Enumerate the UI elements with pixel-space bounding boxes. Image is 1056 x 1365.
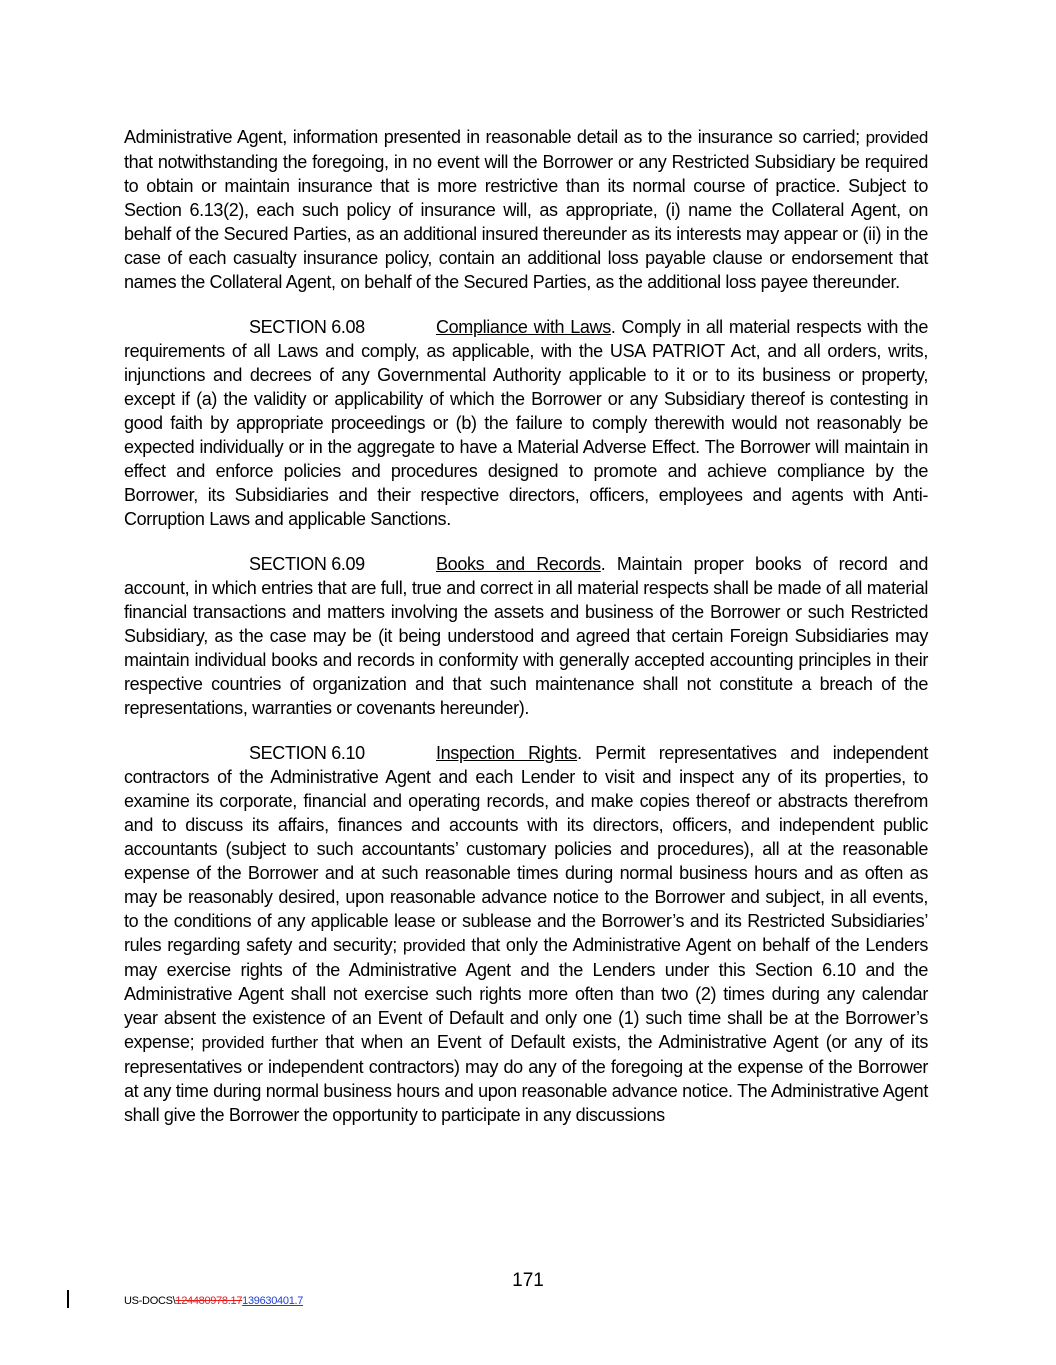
document-body: [124, 125, 928, 1148]
doc-id-prefix: US-DOCS\: [124, 1295, 176, 1307]
text-run: that notwithstanding the foregoing, in no event will the Borrower or any Restricted Subsidiary be required to obtain or maintain insurance that is more restrictive than its normal course of practice. Subject to Section 6.13(2), each such policy of insurance will, as appropriate, (i) name the Collateral Agent, on behalf of the Secured Parties, as an additional insured thereunder as its interests may appear or (ii) in the case of each casualty insurance policy, contain an additional loss payable clause or endorsement that names the Collateral Agent, on behalf of the Secured Parties, as the additional loss payee thereunder.: [124, 152, 928, 292]
section-text: that when an Event of Default exists, the Administrative Agent (or any of its representatives or independent contractors) may do any of the foregoing at the expense of the Borrower at any time during normal business hours and upon reasonable advance notice. The Administrative Agent shall give the Borrower the opportunity to participate in any discussions: [124, 1032, 929, 1125]
doc-id-inserted[interactable]: 139630401.7: [242, 1295, 304, 1307]
section-text: that only the Administrative Agent on behalf of the Lenders may exercise rights of the Administrative Agent and the Lenders under this Section 6.10 and the Administrative Agent shall not exercise such rights more often than two (2) times during any calendar year absent the existence of an Event of Default and only one (1) such time shall be at the Borrower’s expense;: [124, 935, 928, 1052]
section-text: . Comply in all material respects with the requirements of all Laws and comply, as applicable, with the USA PATRIOT Act, and all orders, writs, injunctions and decrees of any Governmental Authority applicable to it or to its business or property, except if (a) the validity or applicability of which the Borrower or any Subsidiary thereof is contesting in good faith by appropriate proceedings or (b) the failure to comply therewith would not reasonably be expected individually or in the aggregate to have a Material Adverse Effect. The Borrower will maintain in effect and enforce policies and procedures designed to promote and achieve compliance by the Borrower, its Subsidiaries and their respective directors, officers, employees and agents with Anti-Corruption Laws and applicable Sanctions.: [124, 317, 929, 529]
page-number: 171: [512, 1270, 544, 1291]
section-number: SECTION 6.10: [249, 743, 365, 763]
provided-further-term: provided further: [201, 1033, 318, 1052]
paragraph-insurance-continued: [124, 125, 928, 294]
section-6-08: [124, 315, 928, 531]
provided-term: provided: [865, 128, 928, 147]
text-run: Administrative Agent, information presented in reasonable detail as to the insurance so carried;: [124, 127, 866, 147]
section-6-10: [124, 741, 928, 1127]
section-title: Inspection Rights: [436, 743, 578, 763]
section-title: Books and Records: [436, 554, 601, 574]
doc-id-deleted: 124480978.17: [175, 1295, 243, 1307]
section-6-09: [124, 552, 928, 720]
section-title: Compliance with Laws: [436, 317, 611, 337]
document-id: [124, 1294, 303, 1308]
section-number: SECTION 6.08: [249, 317, 365, 337]
section-number: SECTION 6.09: [249, 554, 365, 574]
section-text: . Permit representatives and independent contractors of the Administrative Agent and each Lender to visit and inspect any of its properties, to examine its corporate, financial and operating records, and make copies thereof or abstracts therefrom and to discuss its affairs, finances and accounts with its directors, officers, and independent public accountants (subject to such accountants’ customary policies and procedures), all at the reasonable expense of the Borrower and at such reasonable times during normal business hours and as often as may be reasonably desired, upon reasonable advance notice to the Borrower and subject, in all events, to the conditions of any applicable lease or sublease and the Borrower’s and its Restricted Subsidiaries’ rules regarding safety and security;: [124, 743, 928, 955]
provided-term: provided: [402, 936, 466, 955]
change-bar: [67, 1290, 69, 1308]
section-text: . Maintain proper books of record and account, in which entries that are full, true and correct in all material respects shall be made of all material financial transactions and matters involving the assets and business of the Borrower or such Restricted Subsidiary, as the case may be (it being understood and agreed that certain Foreign Subsidiaries may maintain individual books and records in conformity with generally accepted accounting principles in their respective countries of organization and that such maintenance shall not constitute a breach of the representations, warranties or covenants hereunder).: [124, 554, 928, 718]
